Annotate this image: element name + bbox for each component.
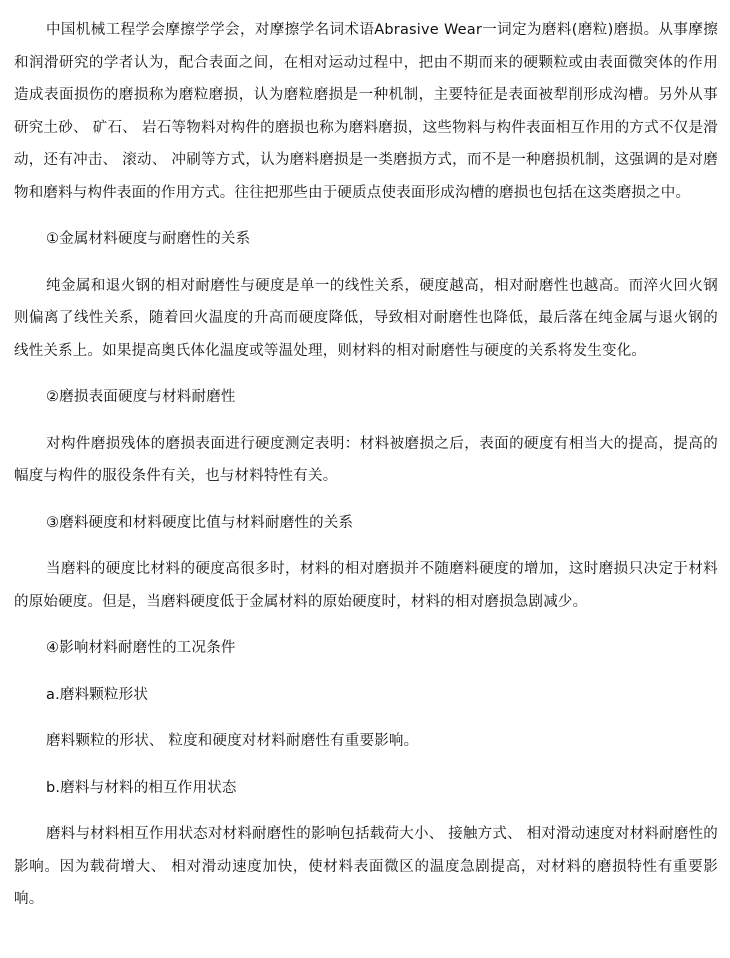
section-heading-surface-hardness: ②磨损表面硬度与材料耐磨性 [46, 389, 236, 405]
subsection-body-interaction-state: 磨料与材料相互作用状态对材料耐磨性的影响包括载荷大小、 接触方式、 相对滑动速度对材料耐磨性的影响。因为载荷增大、 相对滑动速度加快，使材料表面微区的温度急剧提高，对材料的磨损特性有重要影响。 [14, 826, 718, 907]
section-heading-working-conditions: ④影响材料耐磨性的工况条件 [46, 640, 236, 656]
spacer [14, 711, 718, 725]
spacer [14, 209, 718, 223]
section-body-hardness-wear: 纯金属和退火钢的相对耐磨性与硬度是单一的线性关系，硬度越高，相对耐磨性也越高。而淬火回火钢则偏离了线性关系，随着回火温度的升高而硬度降低，导致相对耐磨性也降低，最后落在纯金属与退火钢的线性关系上。如果提高奥氏体化温度或等温处理，则材料的相对耐磨性与硬度的关系将发生变化。 [14, 277, 718, 359]
spacer [14, 665, 718, 679]
spacer [14, 618, 718, 632]
spacer [14, 804, 718, 818]
spacer [14, 493, 718, 507]
spacer [14, 414, 718, 428]
spacer [14, 758, 718, 772]
spacer [14, 539, 718, 553]
section-heading-hardness-wear: ①金属材料硬度与耐磨性的关系 [46, 231, 251, 247]
spacer [14, 256, 718, 270]
section-body-hardness-ratio: 当磨料的硬度比材料的硬度高很多时，材料的相对磨损并不随磨料硬度的增加，这时磨损只决定于材料的原始硬度。但是，当磨料硬度低于金属材料的原始硬度时，材料的相对磨损急剧减少。 [14, 561, 718, 610]
subsection-body-particle-shape: 磨料颗粒的形状、 粒度和硬度对材料耐磨性有重要影响。 [46, 733, 419, 749]
section-body-surface-hardness: 对构件磨损残体的磨损表面进行硬度测定表明：材料被磨损之后，表面的硬度有相当大的提高，提高的幅度与构件的服役条件有关，也与材料特性有关。 [14, 435, 718, 484]
subsection-heading-interaction-state: b.磨料与材料的相互作用状态 [46, 779, 237, 796]
subsection-heading-particle-shape: a.磨料颗粒形状 [46, 686, 149, 703]
section-heading-hardness-ratio: ③磨料硬度和材料硬度比值与材料耐磨性的关系 [46, 514, 354, 531]
spacer [14, 367, 718, 381]
intro-paragraph: 中国机械工程学会摩擦学学会，对摩擦学名词术语Abrasive Wear一词定为磨料(磨粒)磨损。从事摩擦和润滑研究的学者认为，配合表面之间，在相对运动过程中，把由不期而来的硬颗粒或由表面微突体的作用造成表面损伤的磨损称为磨粒磨损，认为磨粒磨损是一种机制，主要特征是表面被犁削形成沟槽。另外从事研究土砂、 矿石、 岩石等物料对构件的磨损也称为磨料磨损，这些物料与构件表面相互作用的方式不仅是滑动，还有冲击、 滚动、 冲刷等方式，认为磨料磨损是一类磨损方式，而不是一种磨损机制，这强调的是对磨物和磨料与构件表面的作用方式。往往把那些由于硬质点使表面形成沟槽的磨损也包括在这类磨损之中。 [14, 22, 718, 201]
document-body [14, 14, 718, 916]
